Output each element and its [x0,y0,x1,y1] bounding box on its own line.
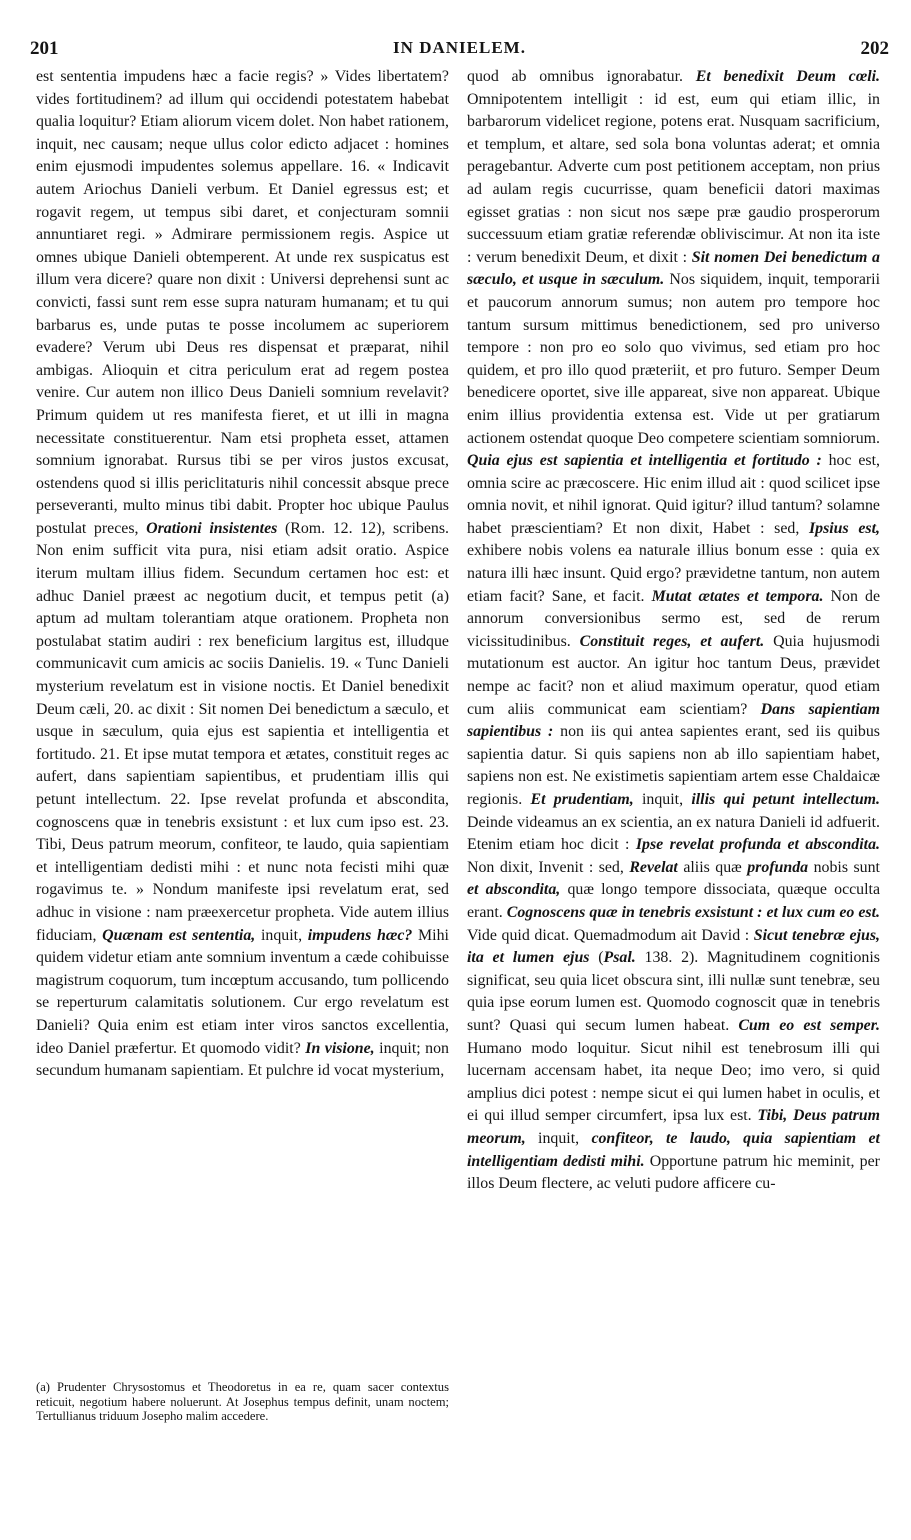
left-column [36,66,449,1083]
right-column-paragraph [467,66,880,1196]
italic-quote: Psal. [603,949,636,967]
body-text: inquit, [260,926,303,944]
page-number-left: 201 [30,38,59,59]
italic-quote: Sit nomen Dei benedictum a sæculo, et usque in sæculum. [467,248,880,289]
right-column [467,66,880,1196]
italic-quote: Revelat [629,858,678,876]
italic-quote: In visione, [305,1039,375,1057]
running-title: IN DANIELEM. [393,38,526,57]
italic-quote: Quia ejus est sapientia et intelligentia et fortitudo : [467,452,822,470]
body-text: Non dixit, Invenit : sed, [467,858,624,876]
italic-quote: Dans sapientiam sapientibus : [467,700,880,741]
italic-quote: illis qui petunt intellectum. [691,791,880,808]
page-number-right: 202 [860,38,889,59]
body-text: est sententia impudens hæc a facie regis? » Vides libertatem? vides fortitudinem? ad illum qui occidendi potestatem habebat qualia loquitur? Etiam aliorum vicem dolet. Non habet rationem, inquit, nec causam; neque ullus color edicto adjacet : homines enim ejusmodi impudentes solemus appellare. 16. « Indicavit autem Ariochus Danieli verbum. Et Daniel egressus est; et rogavit regem, ut tempus sibi daret, et conjecturam somnii annuntiaret regi. » Admirare permissionem regis. Aspice ut omnes ubique Danieli obtemperent. At unde rex suspicatus est illum vera dicere? quare non dixit : Universi deprehensi sunt ac convicti, fassi sunt rem esse supra naturam humanam; et tu qui barbarus es, unde putas te posse incolumem ac superiorem evadere? Verum ubi Deus res dispensat et præparat, nihil ambigas. Alioquin et citra periculum erat ad regem postea venire. Cur autem non illico Deus Danieli somnium revelavit? Primum quidem ut res manifesta fieret, et ut illi in magna necessitate constituerentur. Nam etsi propheta esset, attamen somnium ignorabat. Rursus tibi se per viros justos excusat, ostendens quod si illis periclitaturis nihil concessit absque prece perseveranti, multo minus tibi dabit. Propter hoc ubique Paulus postulat preces, [36,68,449,537]
body-text: Deinde videamus an ex scientia, an ex natura Danieli id adfuerit. Etenim etiam hoc dicit : [467,813,880,854]
italic-quote: impudens hæc? [307,926,413,944]
italic-quote: Orationi insistentes [146,519,278,537]
italic-quote: Cognoscens quæ in tenebris exsistunt : et lux cum eo est. [506,903,880,921]
body-text: non iis qui antea sapientes erant, sed iis quibus sapientia datur. Si quis sapiens non ab illo sapientiam habet, sapiens non est. Ne existimetis sapientiam artem esse Chaldaicæ regionis. [467,723,880,808]
body-text: inquit; non secundum humanam sapientiam. Et pulchre id vocat mysterium, [36,1039,449,1080]
footnote-text: (a) Prudenter Chrysostomus et Theodoretus in ea re, quam sacer contextus reticuit, negotium habere noluerunt. At Josephus tempus definit, unam noctem; Tertullianus triduum Josepho malim accedere. [36,1380,449,1423]
italic-quote: Ipsius est, [808,519,880,537]
italic-quote: Sicut tenebræ ejus, ita et lumen ejus [467,926,880,967]
italic-quote: Et benedixit Deum cœli. [695,68,881,85]
page-header [30,38,889,62]
italic-quote: Tibi, Deus patrum meorum, [467,1107,880,1147]
footnote [36,1380,449,1424]
body-text: (Rom. 12. 12), scribens. Non enim sufficit vita pura, nisi etiam adsit oratio. Aspice iterum multam illius fidem. Secundum certamen hoc est: et adhuc Daniel præest ac negotium ducit, et tempus petit (a) aptum ad multam tolerantiam atque orationem. Propheta non postulabat statim audiri : rex beneficium largitus est, illudque communicavit cum amicis ac sociis Danielis. 19. « Tunc Danieli mysterium revelatum est in visione noctis. Et Daniel benedixit Deum cæli, 20. ac dixit : Sit nomen Dei benedictum a sæculo, et usque in sæculum, quia ejus est sapientia et intelligentia et fortitudo. 21. Et ipse mutat tempora et ætates, constituit reges ac aufert, dans sapientiam sapientibus, et prudentiam illis qui petunt intellectum. 22. Ipse revelat profunda et abscondita, cognoscens quæ in tenebris exsistunt : et lux cum ipso est. 23. Tibi, Deus patrum meorum, confiteor, te laudo, quia sapientiam et intelligentiam dedisti mihi : et nunc nota fecisti mihi quæ rogavimus te. » Nondum manifeste ipsi revelatum erat, sed adhuc in visione : nam præexercetur propheta. Vide autem illius fiduciam, [36,519,449,944]
italic-quote: Ipse revelat profunda et abscondita. [635,836,880,854]
body-text: 138. 2). Magnitudinem cognitionis significat, seu quia licet obscura sint, illi nullæ sunt tenebræ, seu quia ipse eorum lumen est. Quomodo cognoscit quæ in tenebris sunt? Quasi qui secum lumen habeat. [467,949,880,1034]
body-text: aliis quæ [683,858,742,876]
italic-quote: Quænam est sententia, [102,926,256,944]
body-text: hoc est, omnia scire ac præcoscere. Hic enim illud ait : quod scilicet ipse omnia novit, et nihil ignorat. Quid igitur? illud tantum? solamne habet præscientiam? Et non dixit, Habet : sed, [467,452,880,537]
italic-quote: Mutat ætates et tempora. [651,587,824,605]
body-text: Opportune patrum hic meminit, per illos Deum flectere, ac veluti pudore afficere cu- [467,1152,880,1193]
body-text: quæ longo tempore dissociata, quæque occulta erant. [467,881,881,921]
body-text: Non de annorum conversionibus sermo est, sed de rerum vicissitudinibus. [467,587,880,650]
body-text: ( [598,949,604,967]
italic-quote: profunda [747,858,809,876]
body-text: nobis sunt [813,858,880,876]
body-text: exhibere nobis volens ea naturale illius bonum esse : quia ex natura illi hæc insunt. Quid ergo? prævidetne tantum, non autem etiam facit? Sane, et facit. [467,542,880,605]
body-text: Quia hujusmodi mutationum est auctor. An igitur hoc tantum Deus, prævidet nempe ac facit? non et aliud maximum operatur, quod etiam cum aliis communicat eam scientiam? [467,632,880,718]
italic-quote: confiteor, te laudo, quia sapientiam et intelligentiam dedisti mihi. [467,1129,880,1170]
body-text: quod ab omnibus ignorabatur. [467,68,684,85]
body-text: Omnipotentem intelligit : id est, eum qui etiam illic, in barbarorum videlicet regione, potens erat. Nusquam sacrificium, et templum, et altare, sed sola bona voluntas aderat; et omnia peragebantur. Adverte cum post petitionem acceptam, non prius ad aulam regis cucurrisse, quam beneficii datori maximas egisset gratias : non sicut nos sæpe præ gaudio prosperorum successuum etiam gratiæ referendæ obliviscimur. At non ita iste : verum benedixit Deum, et dixit : [467,90,880,266]
italic-quote: Cum eo est semper. [738,1016,880,1034]
body-text: inquit, [641,791,684,808]
body-text: Humano modo loquitur. Sicut nihil est tenebrosum illi qui lucernam accensam habet, ita neque Deo; imo vero, si quid amplius dici potest : nempe sicut ei qui lumen habet in oculis, et ei qui illud semper circumfert, ipsa lux est. [467,1039,880,1125]
body-text: Nos siquidem, inquit, temporarii et paucorum annorum sumus; non autem pro tempore hoc tantum sursum mittimus benedictionem, sed pro universo tempore : non pro eo solo quo vivimus, sed etiam pro hoc quidem, et pro illo quod præteriit, et pro futuro. Semper Deum benedicere oportet, sive ille appareat, sive non appareat. Ubique enim illius providentia extensa est. Vide ut per gratiarum actionem ostendat quoque Deo competere scientiam somniorum. [467,271,880,447]
italic-quote: Et prudentiam, [530,791,634,808]
italic-quote: Constituit reges, et aufert. [579,632,765,650]
body-text: Mihi quidem videtur etiam ante somnium inventum a cæde cohibuisse magistrum coquorum, tum incœptum accusando, tum pollicendo se reperturum calamitatis solutionem. Cur ergo revelatum est Danieli? Quia enim est etiam inter viros sanctos excellentia, ideo Daniel præfertur. Et quomodo vidit? [36,926,449,1057]
italic-quote: et abscondita, [467,881,561,899]
body-text: Vide quid dicat. Quemadmodum ait David : [467,926,750,944]
body-text: inquit, [538,1129,580,1147]
left-column-paragraph [36,66,449,1083]
